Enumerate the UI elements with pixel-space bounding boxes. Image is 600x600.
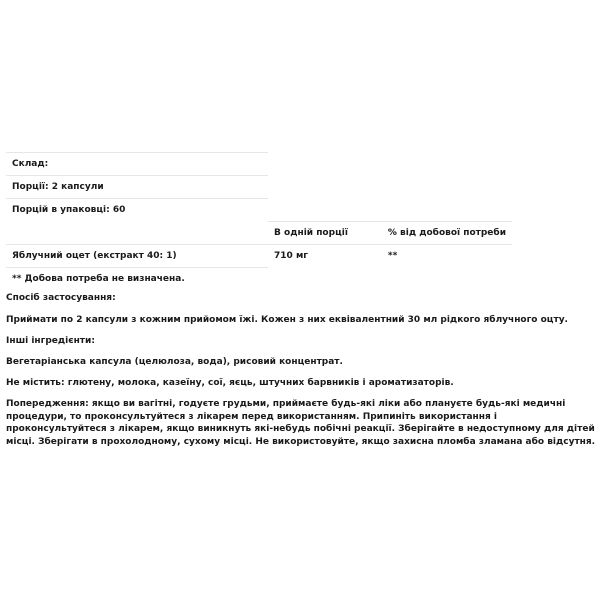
column-header-dv: % від добової потреби [382,221,512,244]
servings-per-container-row [6,199,512,222]
column-header-row [6,221,512,244]
serving-size: Порції: 2 капсули [6,176,268,199]
other-ingredients-heading: Інші інгредієнти: [6,336,95,346]
table-row [6,244,512,267]
servings-per-container: Порцій в упаковці: 60 [6,199,268,222]
footnote-row [6,267,512,290]
warning-text: Попередження: якщо ви вагітні, годуєте грудьми, приймаєте будь-які ліки або плануєте будь-які медичні процедури, то проконсультуйтеся з лікарем перед використанням. Припиніть використання і проконсультуйтеся з лікарем, якщо виникнуть які-небудь побічні реакції. Зберігайте в недоступному для дітей місці. Зберігати в прохолодному, сухому місці. Не використовуйте, якщо захисна пломба зламана або відсутня. [6,399,596,447]
supplement-facts-table [6,152,512,290]
usage-text: Приймати по 2 капсули з кожним прийомом їжі. Кожен з них еквівалентний 30 мл рідкого яблучного оцту. [6,315,568,325]
facts-heading: Склад: [6,153,268,176]
ingredient-name: Яблучний оцет (екстракт 40: 1) [6,244,268,267]
other-ingredients-text: Вегетаріанська капсула (целюлоза, вода), рисовий концентрат. [6,357,343,367]
ingredient-dv: ** [382,244,512,267]
facts-heading-row [6,153,512,176]
facts-footnote: ** Добова потреба не визначена. [6,267,268,290]
ingredient-amount: 710 мг [268,244,382,267]
free-from-text: Не містить: глютену, молока, казеїну, сої, яєць, штучних барвників і ароматизаторів. [6,378,454,388]
serving-size-row [6,176,512,199]
usage-heading: Спосіб застосування: [6,293,116,303]
column-header-amount: В одній порції [268,221,382,244]
